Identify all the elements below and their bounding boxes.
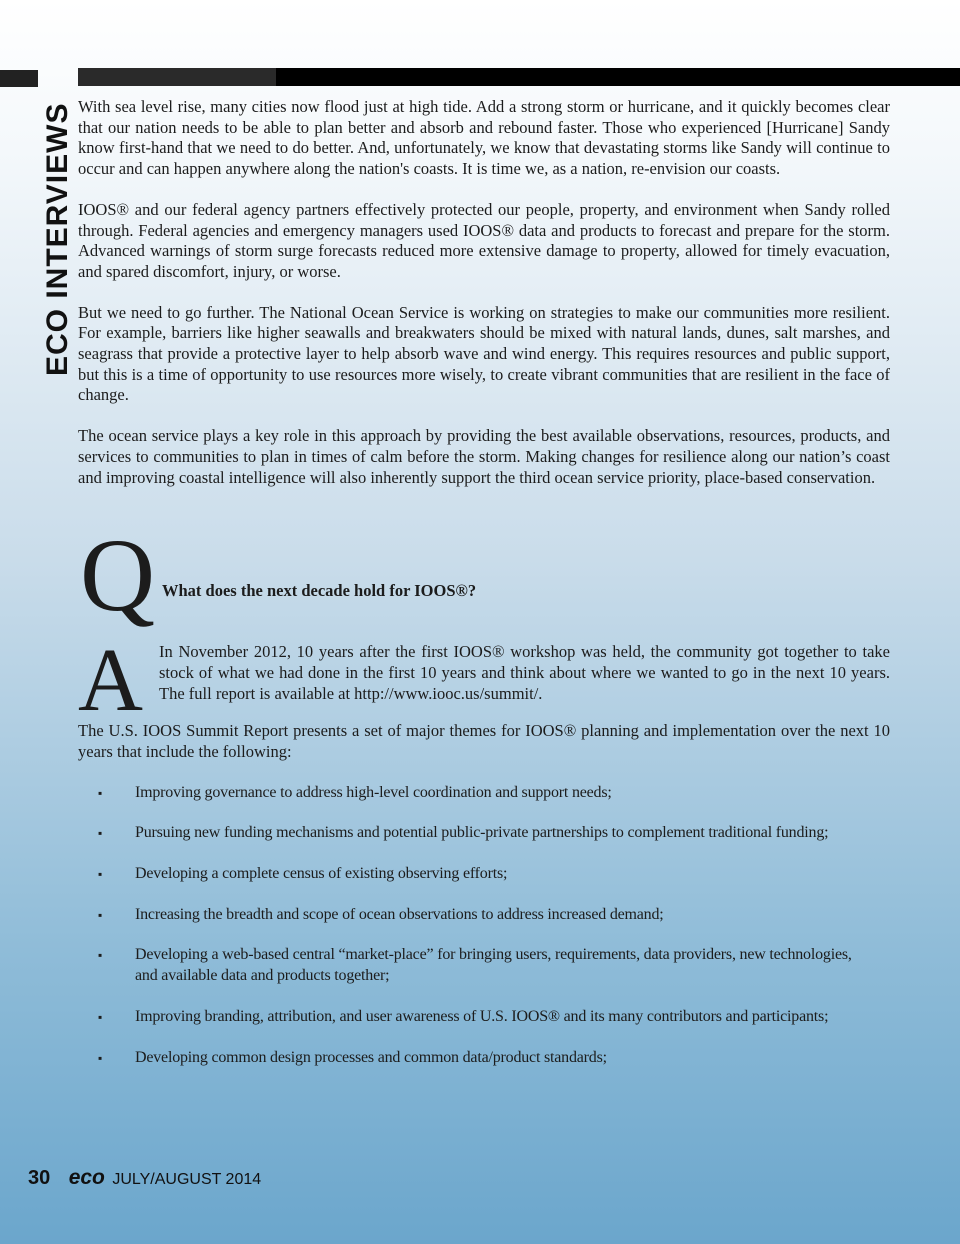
list-item-text: Improving governance to address high-level coordination and support needs; [135, 783, 612, 801]
page-footer [28, 1166, 261, 1190]
list-item-text: Increasing the breadth and scope of ocean observations to address increased demand; [135, 905, 664, 923]
page-number: 30 [28, 1167, 51, 1189]
list-item [78, 945, 855, 986]
answer-initial: A [78, 631, 143, 731]
bullet-icon: ▪ [98, 907, 103, 922]
header-bar [78, 68, 960, 86]
question-initial: Q [80, 518, 156, 634]
list-item [78, 905, 855, 926]
bullet-icon: ▪ [98, 867, 103, 882]
issue-date: JULY/AUGUST 2014 [112, 1171, 262, 1188]
bullet-icon: ▪ [98, 1009, 103, 1024]
section-label: ECO INTERVIEWS [41, 102, 74, 376]
themes-list [78, 783, 890, 1069]
article-body [78, 97, 890, 1088]
answer-block [78, 631, 890, 731]
bullet-icon: ▪ [98, 1050, 103, 1065]
magazine-logo: eco [68, 1166, 105, 1189]
bullet-icon: ▪ [98, 826, 103, 841]
paragraph: The ocean service plays a key role in this approach by providing the best available observations, resources, products, and services to communities to plan in times of calm before the storm. Making changes for resilience along our nation’s coast and improving coastal intelligence will also inherently support the third ocean service priority, place-based conservation. [78, 426, 890, 487]
list-item-text: Developing a complete census of existing observing efforts; [135, 865, 508, 883]
header-bar-accent [78, 68, 276, 86]
question-text: What does the next decade hold for IOOS®? [162, 581, 477, 601]
list-item [78, 823, 855, 844]
header-bar-left [0, 70, 38, 87]
list-item [78, 1048, 855, 1069]
list-item-text: Developing a web-based central “market-place” for bringing users, requirements, data providers, new technologies, and available data and products together; [135, 946, 852, 985]
paragraph: With sea level rise, many cities now flood just at high tide. Add a strong storm or hurricane, and it quickly becomes clear that our nation needs to be able to plan better and absorb and rebound faster. Those who experienced [Hurricane] Sandy know first-hand that we need to do better. And, unfortunately, we know that devastating storms like Sandy will continue to occur and can happen anywhere along the nation's coasts. It is time we, as a nation, re-envision our coasts. [78, 97, 890, 179]
summary-paragraph: The U.S. IOOS Summit Report presents a set of major themes for IOOS® planning and implementation over the next 10 years that include the following: [78, 721, 890, 761]
list-item-text: Pursuing new funding mechanisms and potential public-private partnerships to complement traditional funding; [135, 824, 829, 842]
list-item-text: Developing common design processes and common data/product standards; [135, 1048, 607, 1066]
bullet-icon: ▪ [98, 785, 103, 800]
list-item [78, 864, 855, 885]
list-item [78, 783, 855, 804]
paragraph: IOOS® and our federal agency partners effectively protected our people, property, and environment when Sandy rolled through. Federal agencies and emergency managers used IOOS® data and products to forecast and prepare for the storm. Advanced warnings of storm surge forecasts reduced more extensive damage to property, allowed for timely evacuation, and spared discomfort, injury, or worse. [78, 199, 890, 281]
list-item [78, 1007, 855, 1028]
question-block [78, 518, 890, 638]
list-item-text: Improving branding, attribution, and user awareness of U.S. IOOS® and its many contributors and participants; [135, 1007, 829, 1025]
answer-text: In November 2012, 10 years after the first IOOS® workshop was held, the community got together to take stock of what we had done in the first 10 years and think about where we wanted to go in the next 10 years. The full report is available at http://www.iooc.us/summit/. [159, 642, 890, 703]
bullet-icon: ▪ [98, 948, 103, 963]
paragraph: But we need to go further. The National Ocean Service is working on strategies to make our communities more resilient. For example, barriers like higher seawalls and breakwaters should be mixed with natural lands, dunes, salt marshes, and seagrass that provide a protective layer to help absorb wave and wind energy. This requires resources and public support, but this is a time of opportunity to use resources more wisely, to create vibrant communities that are resilient in the face of change. [78, 302, 890, 405]
